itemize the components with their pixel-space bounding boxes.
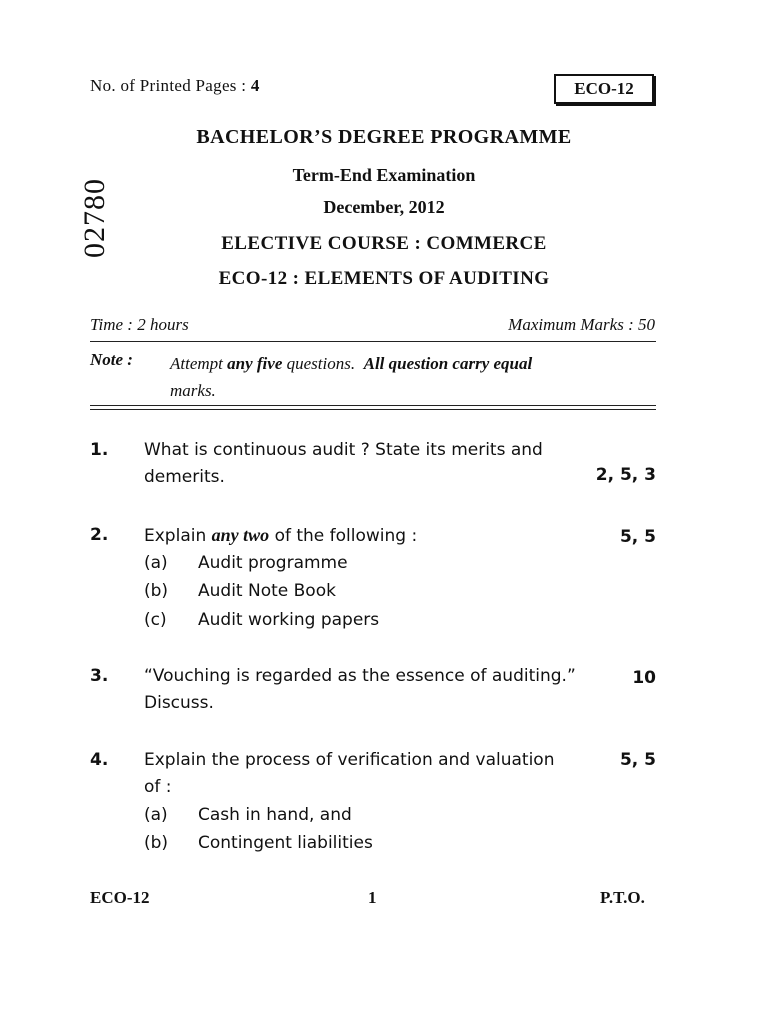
question-text: What is continuous audit ? State its merits and — [144, 440, 543, 460]
time-allowed: Time : 2 hours — [90, 315, 189, 334]
question-number: 4. — [90, 750, 109, 770]
side-serial-number: 02780 — [78, 178, 111, 258]
question-marks: 5, 5 — [619, 527, 656, 547]
option-label: (b) — [144, 581, 169, 601]
note-part3: marks. — [170, 381, 216, 400]
question-number: 3. — [90, 666, 109, 686]
option-label: (b) — [144, 833, 169, 853]
question-text-emph: any two — [211, 525, 270, 545]
exam-title: Term-End Examination — [292, 165, 476, 185]
maximum-marks: Maximum Marks : 50 — [508, 315, 655, 334]
question-text: “Vouching is regarded as the essence of auditing.” — [144, 666, 576, 686]
note-text — [170, 350, 660, 404]
footer-page-number: 1 — [368, 888, 377, 907]
option-text: Cash in hand, and — [198, 805, 352, 825]
printed-pages-label: No. of Printed Pages : — [90, 76, 247, 95]
divider-top — [90, 341, 656, 342]
question-number: 1. — [90, 440, 109, 460]
note-part1: Attempt — [170, 354, 223, 373]
option-text: Audit working papers — [198, 610, 380, 630]
divider-double-1 — [90, 405, 656, 406]
course-code-box: ECO-12 — [554, 74, 654, 104]
printed-pages — [90, 76, 260, 96]
note-emph1: any five — [227, 354, 283, 373]
question-text: Explain the process of verification and valuation — [144, 750, 555, 770]
question-text-post: of the following : — [274, 526, 418, 546]
option-text: Audit Note Book — [198, 581, 336, 601]
note-label: Note : — [90, 350, 133, 369]
exam-date: December, 2012 — [323, 197, 445, 217]
course-title: ELECTIVE COURSE : COMMERCE — [221, 233, 547, 254]
question-text-pre: Explain — [144, 526, 207, 546]
option-text: Contingent liabilities — [198, 833, 373, 853]
option-label: (c) — [144, 610, 167, 630]
paper-title: ECO-12 : ELEMENTS OF AUDITING — [218, 268, 550, 289]
question-number: 2. — [90, 525, 109, 545]
note-emph2: All question carry equal — [363, 354, 533, 373]
note-part2: questions. — [286, 354, 356, 373]
question-text: of : — [144, 777, 172, 797]
printed-pages-value: 4 — [250, 76, 260, 95]
programme-title: BACHELOR’S DEGREE PROGRAMME — [196, 126, 572, 148]
question-text — [144, 525, 417, 546]
question-marks: 5, 5 — [619, 750, 656, 770]
question-marks: 10 — [632, 668, 656, 688]
footer-course-code: ECO-12 — [90, 888, 150, 907]
footer-pto: P.T.O. — [600, 888, 645, 907]
option-text: Audit programme — [198, 553, 348, 573]
divider-double-2 — [90, 409, 656, 410]
question-text: Discuss. — [144, 693, 214, 713]
question-text: demerits. — [144, 467, 225, 487]
option-label: (a) — [144, 553, 168, 573]
option-label: (a) — [144, 805, 168, 825]
question-marks: 2, 5, 3 — [595, 465, 656, 485]
